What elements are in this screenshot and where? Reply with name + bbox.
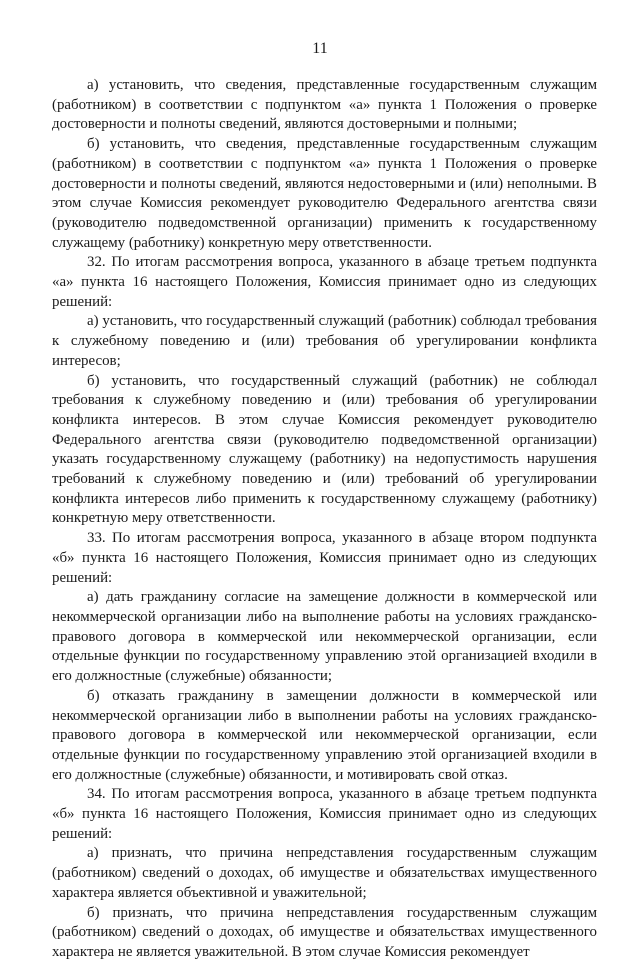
paragraph-32: 32. По итогам рассмотрения вопроса, указанного в абзаце третьем подпункта «а» пункта 16 настоящего Положения, Комиссия принимает одно из следующих решений: xyxy=(52,254,597,310)
paragraph-34-a: а) признать, что причина непредставления государственным служащим (работником) сведений о доходах, об имуществе и обязательствах имущественного характера является объективной и уважительной; xyxy=(52,845,597,901)
page-number: 11 xyxy=(312,40,328,57)
paragraph-33: 33. По итогам рассмотрения вопроса, указанного в абзаце втором подпункта «б» пункта 16 настоящего Положения, Комиссия принимает одно из следующих решений: xyxy=(52,530,597,586)
paragraph-32-a: а) установить, что государственный служащий (работник) соблюдал требования к служебному поведению и (или) требования об урегулировании конфликта интересов; xyxy=(52,313,597,369)
paragraph-34: 34. По итогам рассмотрения вопроса, указанного в абзаце третьем подпункта «б» пункта 16 настоящего Положения, Комиссия принимает одно из следующих решений: xyxy=(52,786,597,842)
paragraph-33-b: б) отказать гражданину в замещении должности в коммерческой или некоммерческой организации либо в выполнении работы на условиях гражданско-правового договора в коммерческой или некоммерческой организации, если отдельные функции по государственному управлению этой организацией входили в его должностные (служебные) обязанности, и мотивировать свой отказ. xyxy=(52,687,597,783)
paragraph-31-a: а) установить, что сведения, представленные государственным служащим (работником) в соответствии с подпунктом «а» пункта 1 Положения о проверке достоверности и полноты сведений, являются достоверными и полными; xyxy=(52,77,597,133)
paragraph-31-b: б) установить, что сведения, представленные государственным служащим (работником) в соответствии с подпунктом «а» пункта 1 Положения о проверке достоверности и полноты сведений, являются недостоверными и (или) неполными. В этом случае Комиссия рекомендует руководителю Федерального агентства связи (руководителю подведомственной организации) применить к государственному служащему (работнику) конкретную меру ответственности. xyxy=(52,136,597,251)
paragraph-32-b: б) установить, что государственный служащий (работник) не соблюдал требования к служебному поведению и (или) требования об урегулировании конфликта интересов. В этом случае Комиссия рекомендует руководителю Федерального агентства связи (руководителю подведомственной организации) указать государственному служащему (работнику) на недопустимость нарушения требований к служебному поведению и (или) требований об урегулировании конфликта интересов либо применить к государственному служащему (работнику) конкретную меру ответственности. xyxy=(52,372,597,527)
paragraph-33-a: а) дать гражданину согласие на замещение должности в коммерческой или некоммерческой организации либо на выполнение работы на условиях гражданско-правового договора в коммерческой или некоммерческой организации, если отдельные функции по государственному управлению этой организацией входили в его должностные (служебные) обязанности; xyxy=(52,589,597,685)
document-body xyxy=(52,76,597,963)
paragraph-34-b: б) признать, что причина непредставления государственным служащим (работником) сведений о доходах, об имуществе и обязательствах имущественного характера не является уважительной. В этом случае Комиссия рекомендует xyxy=(52,904,597,960)
